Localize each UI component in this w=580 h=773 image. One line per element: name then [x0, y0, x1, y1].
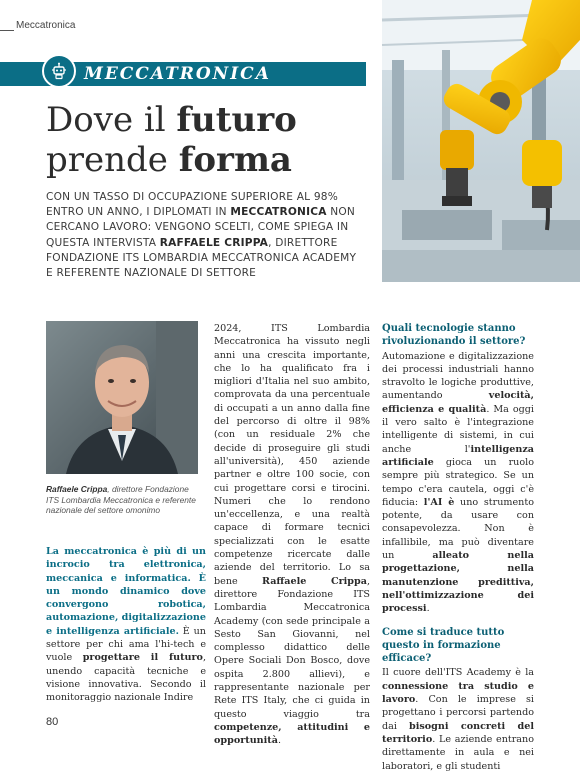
standfirst-text-1: CON UN TASSO DI OCCUPAZIONE SUPERIORE AL 98% ENTRO UN ANNO, I DIPLOMATI IN: [46, 191, 338, 219]
a1-bold-2: intelligenza artificiale: [382, 443, 534, 468]
portrait-photo: [46, 321, 198, 474]
lead-text-2: , unendo capacità tecniche e visione innovativa. Secondo il monitoraggio nazionale Indire: [46, 652, 206, 704]
a1-bold-4: alleato nella progettazione, nella manutenzione predittiva, nell'ottimizzazione dei processi: [382, 550, 534, 615]
a2-text-2: . Con le imprese si progettano i percorsi partendo dai: [382, 694, 534, 732]
col2-text-1: 2024, ITS Lombardia Meccatronica ha vissuto negli anni una crescita importante, che lo ha qualificato fra i migliori d'Italia nel suo ambito, comprovata da una percentuale di occupati a un anno dalla fine del percorso di oltre il 98% (con un residuale 2% che decide di proseguire gli studi all'università), 450 aziende partner e oltre 100 socie, con cui progettare corsi e tirocini. Numeri che lo rendono un'eccellenza, e una realtà capace di formare tecnici specializzati con le esatte competenze ricercate dalle aziende del territorio. Lo sa bene: [214, 323, 370, 587]
a2-bold-1: connessione tra studio e lavoro: [382, 680, 534, 706]
a2-text-1: Il cuore dell'ITS Academy è la: [382, 667, 534, 679]
a1-text-2: . Ma oggi il vero salto è l'integrazione intelligente di sistemi, in cui anche l': [382, 403, 534, 455]
standfirst: [46, 190, 366, 281]
headline-line2-plain: prende: [46, 140, 179, 180]
a2-text-3: . Le aziende entrano direttamente in aula e nei laboratori, e gli studenti: [382, 733, 534, 772]
a1-bold-3: l'AI è: [423, 496, 455, 508]
lead-paragraph: [46, 545, 206, 705]
lead-bold-1: progettare il futuro: [82, 652, 203, 664]
a1-text-4: uno strumento potente, da usare con consapevolezza. Non è infallibile, ma può diventare un: [382, 496, 534, 562]
standfirst-text-3: , DIRETTORE FONDAZIONE ITS LOMBARDIA MECCATRONICA ACADEMY E REFERENTE NAZIONALE DI SETTORE: [46, 236, 357, 280]
lead-text-1: È un settore per chi ama l'hi-tech e vuole: [46, 625, 206, 664]
a1-bold-1: velocità, efficienza e qualità: [382, 390, 534, 415]
robot-icon: [42, 54, 76, 88]
lead-highlight: La meccatronica è più di un incrocio tra elettronica, meccanica e informatica. È un mondo dinamico dove convergono robotica, automazione, digitalizzazione e intelligenza artificiale.: [46, 546, 206, 637]
banner-label: MECCATRONICA: [84, 64, 271, 84]
page-number: 80: [46, 716, 59, 728]
standfirst-bold-2: RAFFAELE CRIPPA: [159, 236, 269, 249]
section-tag-label: Meccatronica: [16, 20, 76, 31]
standfirst-bold-1: MECCATRONICA: [230, 206, 327, 219]
answer-2: [382, 666, 534, 772]
col2-paragraph: [214, 322, 370, 748]
body-column-2: [214, 322, 370, 748]
a1-text-1: Automazione e digitalizzazione dei processi industriali hanno stravolto le logiche produttive, aumentando: [382, 350, 534, 402]
a1-text-5: .: [426, 603, 430, 615]
col2-text-3: .: [277, 735, 282, 747]
headline-line1-bold: futuro: [176, 100, 297, 140]
a1-text-3: gioca un ruolo sempre più strategico. Se un tempo c'era cautela, oggi c'è fiducia:: [382, 456, 534, 508]
caption-text: , direttore Fondazione ITS Lombardia Meccatronica e referente nazionale del settore omonimo: [46, 484, 196, 515]
answer-1: [382, 350, 534, 616]
headline: [46, 100, 376, 180]
headline-line1-plain: Dove il: [46, 100, 177, 140]
col2-bold-2: competenze, attitudini e opportunità: [214, 721, 370, 747]
section-tag-rule: [0, 30, 14, 31]
a2-bold-2: bisogni concreti del territorio: [382, 720, 534, 745]
standfirst-text-2: NON CERCANO LAVORO: VENGONO SCELTI, COME SPIEGA IN QUESTA INTERVISTA: [46, 206, 355, 249]
question-2: Come si traduce tutto questo in formazione efficace?: [382, 626, 505, 665]
caption-name: Raffaele Crippa: [46, 484, 108, 494]
section-tag: [0, 18, 140, 34]
col2-bold-1: Raffaele Crippa: [262, 575, 367, 587]
body-column-3: [382, 322, 534, 773]
headline-line2-bold: forma: [178, 140, 292, 180]
col2-text-2: , direttore Fondazione ITS Lombardia Meccatronica Academy (con sede principale a Sesto San Giovanni, nel complesso didattico delle Opere Sociali Don Bosco, dove ospita 2.800 allievi), e rappresentante nazionale per Rete ITS Italy, che ci guida in questo viaggio tra: [214, 575, 370, 720]
question-1: Quali tecnologie stanno rivoluzionando il settore?: [382, 323, 526, 348]
photo-caption: [46, 484, 202, 516]
hero-robot-arm-image: [382, 0, 580, 282]
